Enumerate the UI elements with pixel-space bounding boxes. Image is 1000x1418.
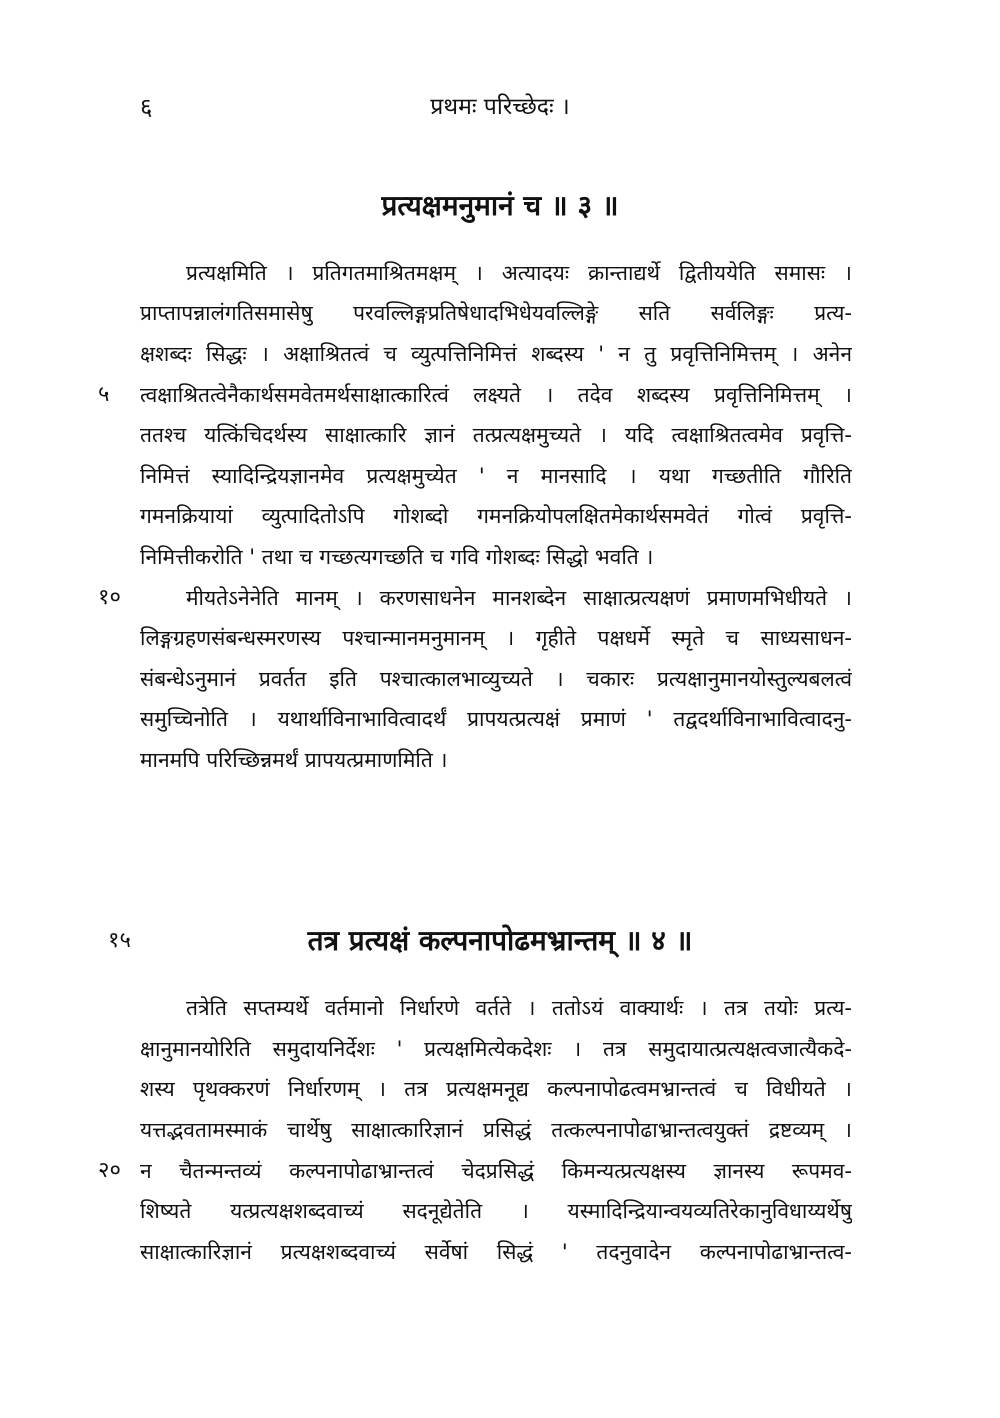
- commentary-line: न चैतन्मन्तव्यं कल्पनापोढाभ्रान्तत्वं चेदप्रसिद्धं किमन्यत्प्रत्यक्षस्य ज्ञानस्य रूपमव-: [140, 1159, 852, 1183]
- commentary-line: त्वक्षाश्रितत्वेनैकार्थसमवेतमर्थसाक्षात्कारित्वं लक्ष्यते । तदेव शब्दस्य प्रवृत्तिनिमित्तम् ।: [140, 383, 852, 407]
- commentary-line: शस्य पृथक्करणं निर्धारणम् । तत्र प्रत्यक्षमनूद्य कल्पनापोढत्वमभ्रान्तत्वं च विधीयते ।: [140, 1077, 852, 1101]
- line-number: १५: [108, 928, 131, 953]
- commentary-line: ततश्च यत्किंचिदर्थस्य साक्षात्कारि ज्ञानं तत्प्रत्यक्षमुच्यते । यदि त्वक्षाश्रितत्वमेव प्रवृत्ति-: [140, 423, 852, 447]
- sutra-heading-3: प्रत्यक्षमनुमानं च ॥ ३ ॥: [381, 189, 619, 222]
- commentary-line: समुच्चिनोति । यथार्थाविनाभावित्वादर्थं प्रापयत्प्रत्यक्षं प्रमाणं ' तद्वदर्थाविनाभावित्वादनु-: [140, 707, 852, 731]
- sutra-heading-4: तत्र प्रत्यक्षं कल्पनापोढमभ्रान्तम् ॥ ४ ॥: [307, 924, 693, 957]
- commentary-line: तत्रेति सप्तम्यर्थे वर्तमानो निर्धारणे वर्तते । ततोऽयं वाक्यार्थः । तत्र तयोः प्रत्य-: [186, 996, 852, 1020]
- line-number: १०: [98, 585, 121, 610]
- commentary-line: गमनक्रियायां व्युत्पादितोऽपि गोशब्दो गमनक्रियोपलक्षितमेकार्थसमवेतं गोत्वं प्रवृत्ति-: [140, 504, 852, 528]
- commentary-line: मानमपि परिच्छिन्नमर्थं प्रापयत्प्रमाणमिति ।: [140, 748, 448, 772]
- commentary-line: प्राप्तापन्नालंगतिसमासेषु परवल्लिङ्गप्रतिषेधादभिधेयवल्लिङ्गे सति सर्वलिङ्गः प्रत्य-: [140, 301, 852, 325]
- line-number: २०: [98, 1158, 121, 1183]
- commentary-line: लिङ्गग्रहणसंबन्धस्मरणस्य पश्चान्मानमनुमानम् । गृहीते पक्षधर्मे स्मृते च साध्यसाधन-: [140, 626, 852, 650]
- commentary-line: संबन्धेऽनुमानं प्रवर्तत इति पश्चात्कालभाव्युच्यते । चकारः प्रत्यक्षानुमानयोस्तुल्यबलत्वं: [140, 667, 852, 691]
- line-number: ५: [98, 382, 110, 407]
- page-number: ६: [140, 93, 153, 121]
- commentary-line: शिष्यते यत्प्रत्यक्षशब्दवाच्यं सदनूद्येतेति । यस्मादिन्द्रियान्वयव्यतिरेकानुविधाय्यर्थेषु: [140, 1199, 852, 1223]
- running-title: प्रथमः परिच्छेदः ।: [430, 94, 570, 120]
- commentary-line: प्रत्यक्षमिति । प्रतिगतमाश्रितमक्षम् । अत्यादयः क्रान्ताद्यर्थे द्वितीययेति समासः ।: [186, 261, 852, 285]
- commentary-line: यत्तद्भवतामस्माकं चार्थेषु साक्षात्कारिज्ञानं प्रसिद्धं तत्कल्पनापोढाभ्रान्तत्वयुक्तं द्रष्टव्यम् ।: [140, 1118, 852, 1142]
- commentary-line: मीयतेऽनेनेति मानम् । करणसाधनेन मानशब्देन साक्षात्प्रत्यक्षणं प्रमाणमभिधीयते ।: [186, 586, 852, 610]
- commentary-line: साक्षात्कारिज्ञानं प्रत्यक्षशब्दवाच्यं सर्वेषां सिद्धं ' तदनुवादेन कल्पनापोढाभ्रान्तत्व-: [140, 1240, 852, 1264]
- commentary-line: निमित्तीकरोति ' तथा च गच्छत्यगच्छति च गवि गोशब्दः सिद्धो भवति ।: [140, 545, 654, 569]
- commentary-line: क्षानुमानयोरिति समुदायनिर्देशः ' प्रत्यक्षमित्येकदेशः । तत्र समुदायात्प्रत्यक्षत्वजात्यैकदे-: [140, 1037, 852, 1061]
- commentary-line: निमित्तं स्यादिन्द्रियज्ञानमेव प्रत्यक्षमुच्येत ' न मानसादि । यथा गच्छतीति गौरिति: [140, 464, 852, 488]
- commentary-line: क्षशब्दः सिद्धः । अक्षाश्रितत्वं च व्युत्पत्तिनिमित्तं शब्दस्य ' न तु प्रवृत्तिनिमित्तम् । अनेन: [140, 342, 852, 366]
